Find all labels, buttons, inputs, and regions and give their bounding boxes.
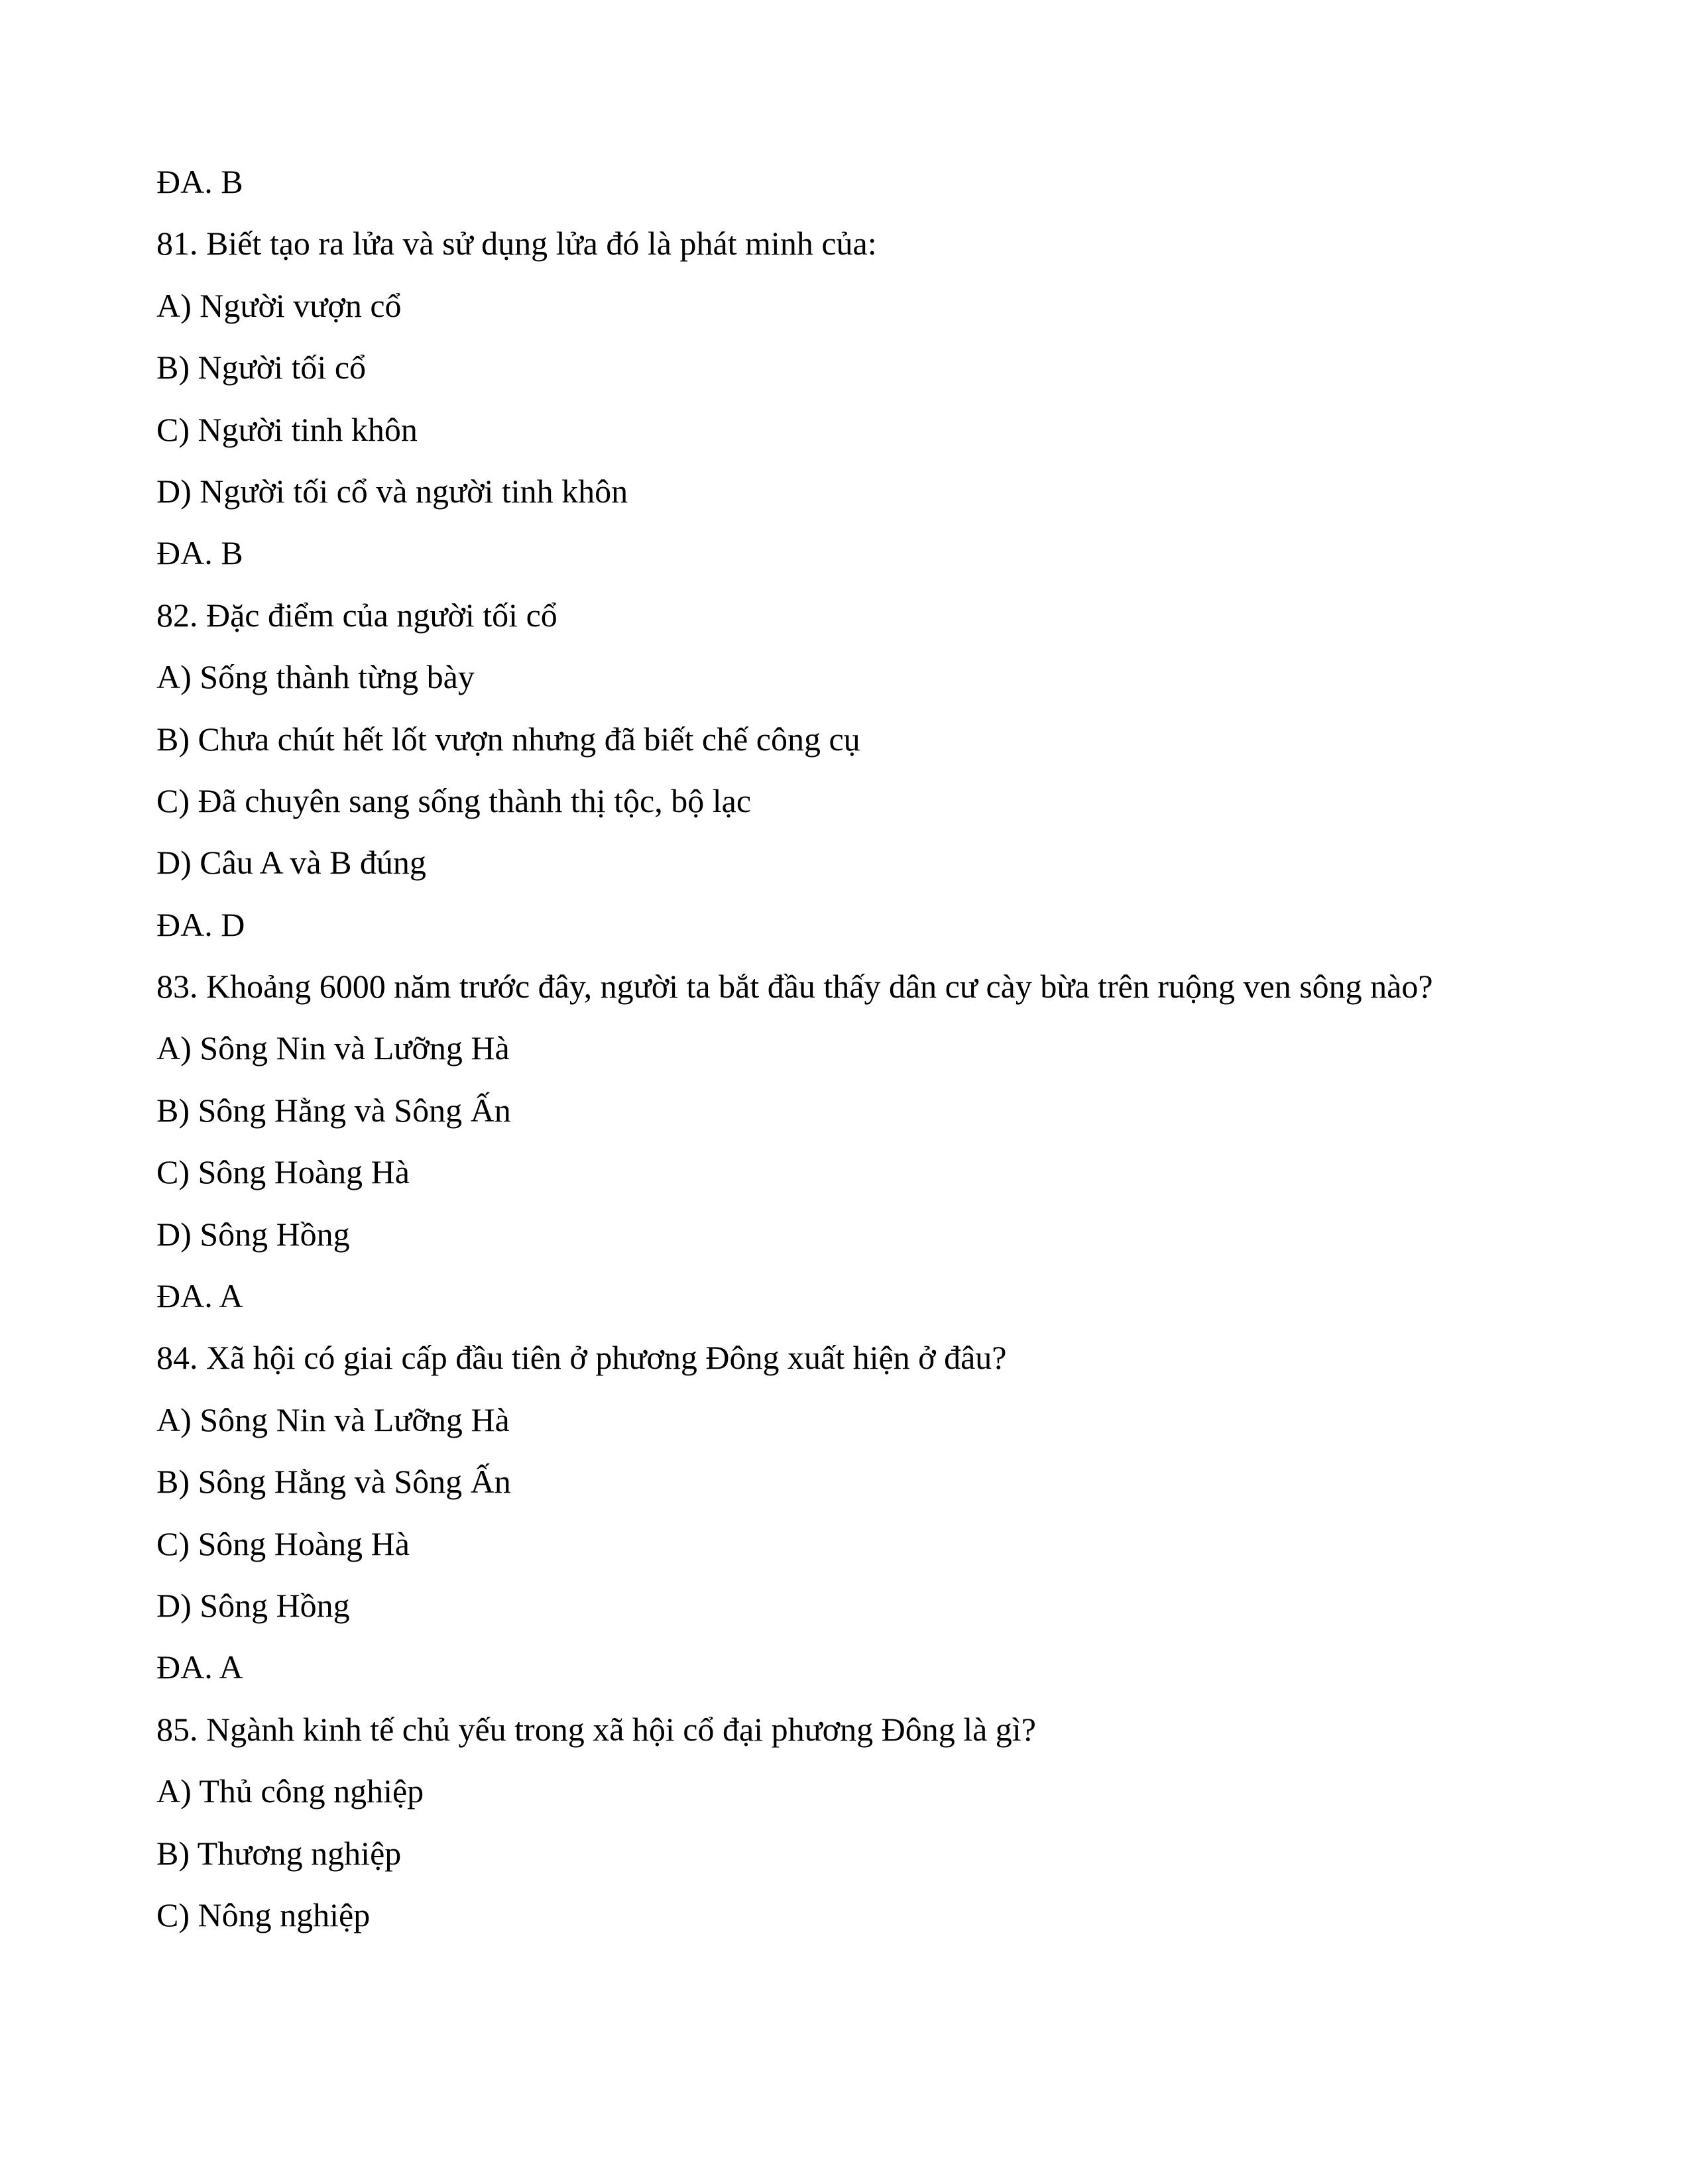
- document-body: [156, 151, 1530, 1946]
- answer-key: ĐA. A: [156, 1648, 243, 1686]
- answer-key: ĐA. A: [156, 1277, 243, 1315]
- question-84: 84. Xã hội có giai cấp đầu tiên ở phương Đông xuất hiện ở đâu?: [156, 1339, 1007, 1377]
- option-d: D) Người tối cổ và người tinh khôn: [156, 472, 628, 510]
- question-83: 83. Khoảng 6000 năm trước đây, người ta bắt đầu thấy dân cư cày bừa trên ruộng ven sông nào?: [156, 968, 1433, 1006]
- option-c: C) Người tinh khôn: [156, 410, 418, 448]
- option-c: C) Nông nghiệp: [156, 1896, 371, 1933]
- answer-key: ĐA. B: [156, 534, 243, 572]
- option-a: A) Sông Nin và Lưỡng Hà: [156, 1029, 510, 1067]
- option-b: B) Sông Hằng và Sông Ấn: [156, 1463, 511, 1501]
- option-a: A) Thủ công nghiệp: [156, 1772, 424, 1810]
- option-d: D) Câu A và B đúng: [156, 844, 426, 882]
- answer-key: ĐA. D: [156, 905, 245, 943]
- option-d: D) Sông Hồng: [156, 1587, 350, 1624]
- option-d: D) Sông Hồng: [156, 1215, 350, 1253]
- option-a: A) Sống thành từng bày: [156, 658, 475, 696]
- option-b: B) Chưa chút hết lốt vượn nhưng đã biết chế công cụ: [156, 720, 860, 758]
- option-c: C) Đã chuyên sang sống thành thị tộc, bộ lạc: [156, 781, 752, 819]
- question-85: 85. Ngành kinh tế chủ yếu trong xã hội cổ đại phương Đông là gì?: [156, 1710, 1036, 1748]
- question-82: 82. Đặc điểm của người tối cổ: [156, 596, 557, 634]
- option-c: C) Sông Hoàng Hà: [156, 1524, 410, 1562]
- option-b: B) Người tối cổ: [156, 349, 367, 386]
- option-a: A) Người vượn cổ: [156, 286, 402, 324]
- option-b: B) Sông Hằng và Sông Ấn: [156, 1091, 511, 1129]
- answer-key: ĐA. B: [156, 163, 243, 200]
- question-81: 81. Biết tạo ra lửa và sử dụng lửa đó là phát minh của:: [156, 225, 877, 262]
- option-b: B) Thương nghiệp: [156, 1834, 402, 1872]
- option-c: C) Sông Hoàng Hà: [156, 1153, 410, 1191]
- option-a: A) Sông Nin và Lưỡng Hà: [156, 1401, 510, 1438]
